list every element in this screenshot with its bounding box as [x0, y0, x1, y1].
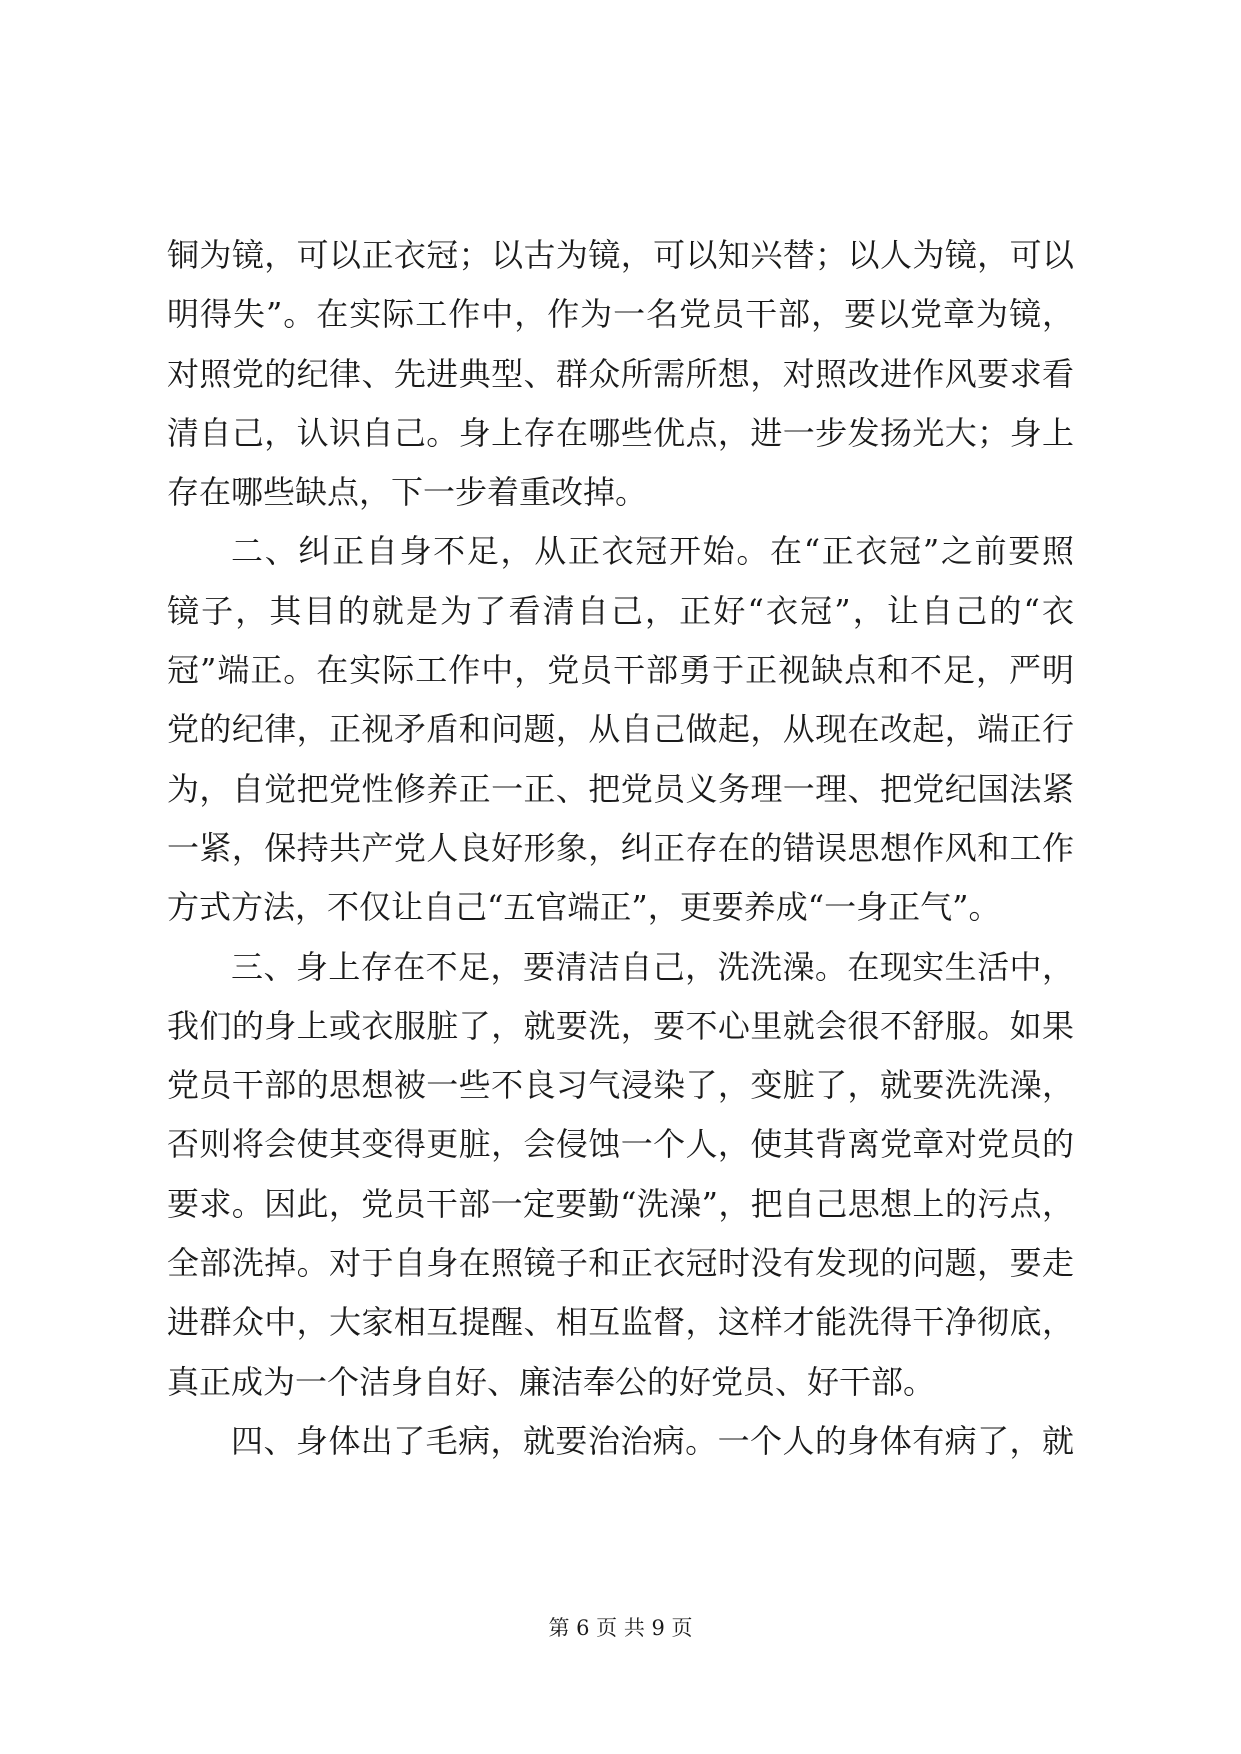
text-line: 全部洗掉。对于自身在照镜子和正衣冠时没有发现的问题，要走: [167, 1244, 1074, 1283]
text-line: 党员干部的思想被一些不良习气浸染了，变脏了，就要洗洗澡，: [167, 1066, 1074, 1105]
page-footer: [0, 1612, 1241, 1642]
text-line: 我们的身上或衣服脏了，就要洗，要不心里就会很不舒服。如果: [167, 1006, 1074, 1045]
text-line: 存在哪些缺点，下一步着重改掉。: [167, 473, 648, 512]
text-line: 四、身体出了毛病，就要治治病。一个人的身体有病了，就: [231, 1421, 1074, 1460]
text-line: 镜子，其目的就是为了看清自己，正好“衣冠”，让自己的“衣: [167, 591, 1074, 630]
text-line: 对照党的纪律、先进典型、群众所需所想，对照改进作风要求看: [167, 354, 1074, 393]
page-number-label: 第 6 页 共 9 页: [548, 1616, 693, 1640]
text-line: 为，自觉把党性修养正一正、把党员义务理一理、把党纪国法紧: [167, 769, 1074, 808]
text-line: 方式方法，不仅让自己“五官端正”，更要养成“一身正气”。: [167, 888, 1001, 927]
text-line: 冠”端正。在实际工作中，党员干部勇于正视缺点和不足，严明: [167, 651, 1074, 690]
text-line: 否则将会使其变得更脏，会侵蚀一个人，使其背离党章对党员的: [167, 1125, 1074, 1164]
text-line: 党的纪律，正视矛盾和问题，从自己做起，从现在改起，端正行: [167, 710, 1074, 749]
text-line: 要求。因此，党员干部一定要勤“洗澡”，把自己思想上的污点，: [167, 1184, 1074, 1223]
text-line: 真正成为一个洁身自好、廉洁奉公的好党员、好干部。: [167, 1362, 936, 1401]
text-line: 进群众中，大家相互提醒、相互监督，这样才能洗得干净彻底，: [167, 1303, 1074, 1342]
body-text: [167, 226, 1074, 1471]
text-line: 铜为镜，可以正衣冠；以古为镜，可以知兴替；以人为镜，可以: [167, 236, 1074, 274]
text-line: 一紧，保持共产党人良好形象，纠正存在的错误思想作风和工作: [167, 828, 1074, 867]
text-line: 清自己，认识自己。身上存在哪些优点，进一步发扬光大；身上: [167, 413, 1074, 452]
text-line: 三、身上存在不足，要清洁自己，洗洗澡。在现实生活中，: [231, 947, 1074, 986]
text-line: 明得失”。在实际工作中，作为一名党员干部，要以党章为镜，: [167, 295, 1074, 334]
text-line: 二、纠正自身不足，从正衣冠开始。在“正衣冠”之前要照: [231, 532, 1074, 571]
